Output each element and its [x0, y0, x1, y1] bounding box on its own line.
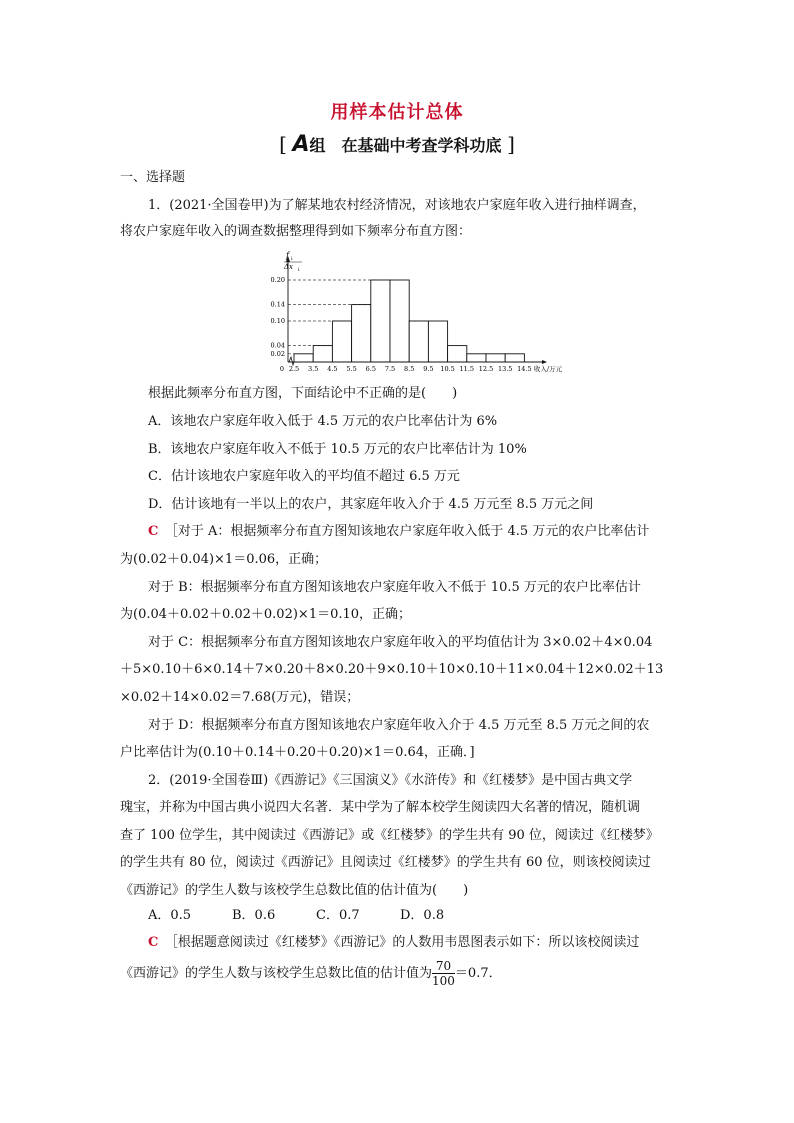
histogram-bar [428, 321, 447, 362]
histogram-bar [313, 346, 332, 362]
y-tick-label: 0.10 [270, 317, 285, 325]
y-label-denominator: Δx [284, 263, 294, 271]
histogram-bar [294, 354, 313, 362]
q1-answer: C [148, 524, 159, 539]
q2-sol-text-1: ［根据题意阅读过《红楼梦》《西游记》的人数用韦恩图表示如下：所以该校阅读过 [171, 935, 640, 950]
q1-option-b: B．该地农户家庭年收入不低于 10.5 万元的农户比率估计为 10% [148, 442, 527, 457]
y-tick-label: 0.04 [270, 341, 285, 350]
q1-option-a: A．该地农户家庭年收入低于 4.5 万元的农户比率估计为 6% [148, 414, 498, 429]
bracket-close: ] [507, 132, 515, 156]
q2-option-b: B．0.6 [232, 908, 276, 923]
y-label-den-subscript: i [298, 267, 300, 273]
x-tick-label: 10.5 [440, 365, 455, 373]
q2-option-d: D．0.8 [400, 908, 445, 923]
histogram-bar [448, 346, 467, 362]
y-label-numerator: f [286, 251, 289, 260]
group-text: 组 在基础中考查学科功底 [309, 136, 502, 155]
group-letter: A [292, 132, 310, 157]
q1-solution-line-4: 为(0.04＋0.02＋0.02＋0.02)×1＝0.10，正确； [120, 607, 412, 622]
x-tick-label: 8.5 [404, 365, 415, 373]
q2-answer: C [148, 935, 159, 950]
q2-sol-text-3: ＝0.7． [454, 966, 502, 981]
fraction-denominator: 100 [432, 974, 455, 988]
q2-option-a: A．0.5 [148, 908, 192, 923]
page-title: 用样本估计总体 [330, 102, 464, 123]
x-tick-label: 13.5 [497, 365, 513, 373]
y-label-num-subscript: i [291, 256, 293, 262]
histogram-bar [352, 305, 371, 362]
histogram-bar [332, 321, 351, 362]
histogram-bar [409, 321, 428, 362]
histogram-bar [371, 280, 390, 362]
fraction-70-100 [432, 959, 455, 988]
q1-solution-line-7: ×0.02＋14×0.02＝7.68(万元)，错误； [120, 690, 360, 705]
q1-line-2: 将农户家庭年收入的调查数据整理得到如下频率分布直方图： [120, 224, 472, 239]
q2-line-5: 《西游记》的学生人数与该校学生总数比值的估计值为( ) [120, 883, 469, 898]
fraction-numerator: 70 [432, 959, 455, 974]
x-axis-arrow [542, 360, 547, 364]
x-tick-label: 5.5 [346, 365, 357, 373]
q1-option-c: C．估计该地农户家庭年收入的平均值不超过 6.5 万元 [148, 469, 460, 484]
histogram-bar [467, 354, 486, 362]
q1-sol-text-1: ［对于 A：根据频率分布直方图知该地农户家庭年收入低于 4.5 万元的农户比率估计 [171, 524, 650, 539]
q2-line-2: 瑰宝，并称为中国古典小说四大名著．某中学为了解本校学生阅读四大名著的情况，随机调 [120, 800, 641, 815]
x-axis-label: 收入/万元 [533, 365, 563, 373]
x-tick-label: 11.5 [459, 365, 475, 373]
x-tick-label: 6.5 [365, 365, 376, 373]
x-tick-label: 12.5 [478, 365, 494, 373]
y-tick-label: 0.14 [270, 300, 285, 309]
q1-line-1: 1．(2021·全国卷甲)为了解某地农村经济情况，对该地农户家庭年收入进行抽样调查， [148, 198, 646, 213]
group-heading [0, 132, 794, 157]
q1-option-d: D．估计该地有一半以上的农户，其家庭年收入介于 4.5 万元至 8.5 万元之间 [148, 497, 594, 512]
q1-solution-line-6: ＋5×0.10＋6×0.14＋7×0.20＋8×0.20＋9×0.10＋10×0.10＋11×0.04＋12×0.02＋13 [120, 662, 664, 677]
origin-label: 0 [279, 365, 284, 373]
q1-solution-line-9: 户比率估计为(0.10＋0.14＋0.20＋0.20)×1＝0.64，正确．] [120, 745, 475, 760]
q1-solution-line-8: 对于 D：根据频率分布直方图知该地农户家庭年收入介于 4.5 万元至 8.5 万元之间的农 [148, 718, 650, 733]
q2-solution-line-2 [120, 958, 502, 990]
histogram-bar [390, 280, 409, 362]
section-heading: 一、选择题 [120, 170, 186, 185]
y-tick-label: 0.20 [270, 276, 285, 284]
q2-option-c: C．0.7 [316, 908, 360, 923]
x-tick-label: 3.5 [308, 365, 319, 373]
x-tick-label: 7.5 [384, 365, 396, 373]
q1-solution-line-2: 为(0.02＋0.04)×1＝0.06，正确； [120, 552, 328, 567]
x-tick-label: 2.5 [288, 365, 300, 373]
x-tick-label: 14.5 [517, 365, 532, 373]
frequency-histogram [258, 248, 578, 380]
q2-sol-text-2: 《西游记》的学生人数与该校学生总数比值的估计值为 [120, 966, 433, 981]
q1-solution-line-1 [148, 522, 649, 542]
q2-line-3: 查了 100 位学生，其中阅读过《西游记》或《红楼梦》的学生共有 90 位，阅读过《红楼梦》 [120, 828, 659, 843]
axis-break-mark [289, 357, 294, 365]
x-tick-label: 9.5 [423, 365, 434, 373]
histogram-bar [505, 354, 524, 362]
q2-line-4: 的学生共有 80 位，阅读过《西游记》且阅读过《红楼梦》的学生共有 60 位，则该校阅读过 [120, 855, 651, 870]
x-tick-label: 4.5 [327, 365, 338, 373]
q2-line-1: 2．(2019·全国卷Ⅲ)《西游记》《三国演义》《水浒传》和《红楼梦》是中国古典文学 [148, 773, 633, 788]
q1-solution-line-3: 对于 B：根据频率分布直方图知该地农户家庭年收入不低于 10.5 万元的农户比率估计 [148, 580, 641, 595]
q2-solution-line-1 [148, 933, 639, 953]
q1-solution-line-5: 对于 C：根据频率分布直方图知该地农户家庭年收入的平均值估计为 3×0.02＋4×0.04 [148, 635, 653, 650]
bracket-open: [ [279, 132, 287, 156]
y-tick-label: 0.02 [270, 349, 285, 358]
q1-prompt: 根据此频率分布直方图，下面结论中不正确的是( ) [148, 386, 458, 401]
histogram-bar [486, 354, 505, 362]
